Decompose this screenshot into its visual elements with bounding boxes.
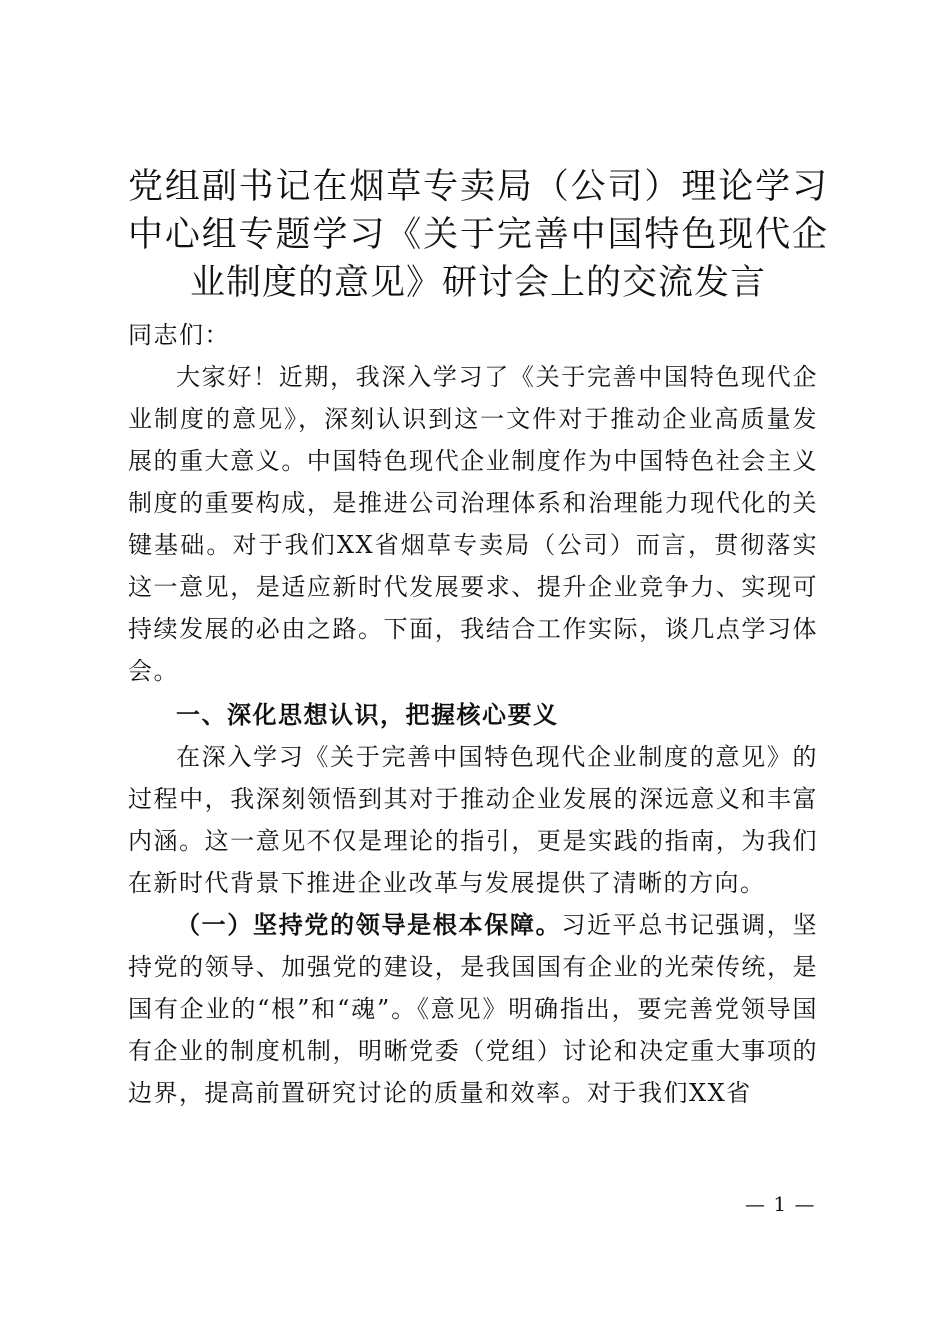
document-title: 党组副书记在烟草专卖局（公司）理论学习中心组专题学习《关于完善中国特色现代企业制度的意见》研讨会上的交流发言 [128, 167, 828, 303]
section-heading: 一、深化思想认识，把握核心要义 [176, 700, 559, 729]
intro-paragraph: 大家好！近期，我深入学习了《关于完善中国特色现代企业制度的意见》，深刻认识到这一文件对于推动企业高质量发展的重大意义。中国特色现代企业制度作为中国特色社会主义制度的重要构成，是推进公司治理体系和治理能力现代化的关键基础。对于我们XX省烟草专卖局（公司）而言，贯彻落实这一意见，是适应新时代发展要求、提升企业竞争力、实现可持续发展的必由之路。下面，我结合工作实际，谈几点学习体会。 [128, 363, 818, 685]
page-number: — 1 — [745, 1192, 816, 1216]
subsection-body: 习近平总书记强调，坚持党的领导、加强党的建设，是我国国有企业的光荣传统，是国有企业的“根”和“魂”。《意见》明确指出，要完善党领导国有企业的制度机制，明晰党委（党组）讨论和决定重大事项的边界，提高前置研究讨论的质量和效率。对于我们XX省 [128, 911, 818, 1107]
subsection-paragraph [128, 904, 818, 1114]
subsection-lead: （一）坚持党的领导是根本保障。 [176, 910, 562, 939]
section-paragraph: 在深入学习《关于完善中国特色现代企业制度的意见》的过程中，我深刻领悟到其对于推动企业发展的深远意义和丰富内涵。这一意见不仅是理论的指引，更是实践的指南，为我们在新时代背景下推进企业改革与发展提供了清晰的方向。 [128, 743, 818, 897]
document-body [128, 314, 818, 1114]
salutation: 同志们： [128, 321, 230, 349]
